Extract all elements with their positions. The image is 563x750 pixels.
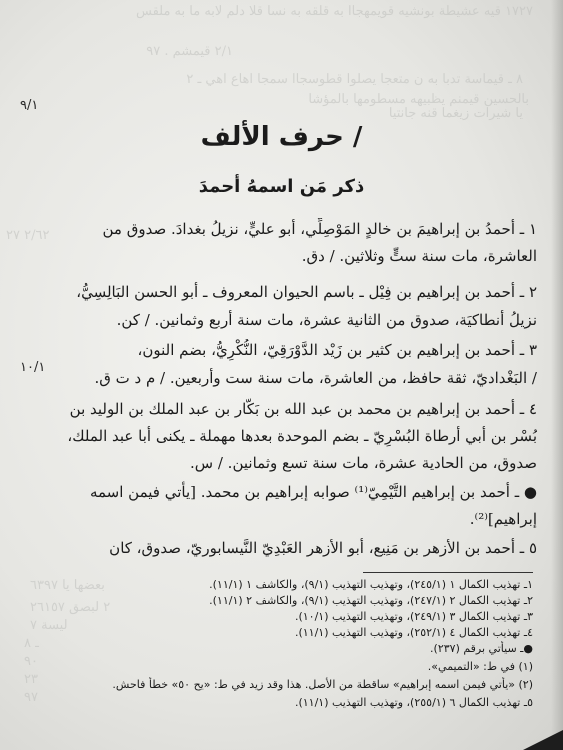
entry-line: ● ـ أحمد بن إبراهيم التَّيْمِيّ⁽¹⁾ صوابه إبراهيم بن محمد. [يأتي فيمن اسمه — [89, 483, 537, 501]
footnote: ●ـ سيأتي برقم (٢٣٧). — [430, 642, 533, 655]
bleed-line: ١٧٢٧ قيه عشيطة بونشيه قويمهجاا به قلقه به نسا قلا دلم لابه ما به ملقس — [136, 4, 533, 19]
footnote: ١ـ تهذيب الكمال ١ (٢٤٥/١)، وتهذيب التهذيب (٩/١)، والكاشف ١ (١١/١). — [209, 578, 533, 591]
bleed-line: ٩٠ — [24, 654, 38, 669]
entry-line: ٢ ـ أحمد بن إبراهيم بن فِيْل ـ باسم الحيوان المعروف ـ أبو الحسن البَالِسِيُّ، — [76, 283, 537, 301]
bleed-line: ٢ لبصق ٢٦١٥٧ — [30, 600, 111, 615]
footnote-divider — [363, 572, 533, 573]
bleed-line: ٩٧ — [24, 690, 38, 705]
footnote: (٢) «يأتي فيمن اسمه إبراهيم» ساقطة من الأصل. هذا وقد زيد في ط: «يح ٥٠» خطأ فاحش. — [112, 678, 533, 691]
margin-reference: ١٠/١ — [20, 360, 46, 375]
margin-reference: ٩/١ — [20, 98, 39, 113]
entry-line: إبراهيم]⁽²⁾. — [469, 510, 537, 528]
footnote: ٤ـ تهذيب الكمال ٤ (٢٥٢/١)، وتهذيب التهذيب (١١/١). — [294, 626, 533, 639]
bleed-line: ٢٣ — [24, 672, 38, 687]
entry-line: ٣ ـ أحمد بن إبراهيم بن كثير بن زَيْد الدَّوْرَقِيّ، النُّكْرِيُّ، بضم النون، — [137, 341, 537, 359]
entry-line: العاشرة، مات سنة ستٍّ وثلاثين. / دق. — [301, 247, 537, 265]
entry-line: ١ ـ أحمدُ بن إبراهيمَ بن خالدٍ المَوْصِلِّي، أبو عليٍّ، نزيلُ بغدادَ. صدوق من — [102, 220, 537, 238]
footnote: ٣ـ تهذيب الكمال ٣ (٢٤٩/١)، وتهذيب التهذيب (١٠/١). — [294, 610, 533, 623]
bleed-line: ليسة ٧ — [30, 618, 68, 633]
bleed-line: يا شيرات زيغما قنه جانتيا — [388, 106, 523, 121]
entry-line: ٥ ـ أحمد بن الأزهر بن مَنِيع، أبو الأزهر العَبْدِيّ النَّيسابوريّ، صدوق، كان — [109, 539, 537, 557]
entry-line: / البَغْداديّ، ثقة حافظ، من العاشرة، مات سنة ست وأربعين. / م د ت ق. — [94, 369, 537, 387]
entry-line: بُسْر بن أبي أرطاة البُسْرِيّ ـ بضم الموحدة بعدها مهملة ـ يكنى أبا عبد الملك، — [67, 427, 537, 445]
entry-line: صدوق، من الحادية عشرة، مات سنة تسع وثمانين. / س. — [190, 454, 537, 472]
bleed-line: ٢/٦٢ ٢٧ — [6, 228, 50, 243]
entry-line: نزيلُ أنطاكيَة، صدوق من الثانية عشرة، مات سنة أربع وثمانين. / كن. — [116, 311, 537, 329]
bleed-line: ـ ٨ — [24, 636, 39, 651]
footnote: ٢ـ تهذيب الكمال ٢ (٢٤٧/١)، وتهذيب التهذيب (٩/١)، والكاشف ٢ (١١/١). — [209, 594, 533, 607]
entry-line: ٤ ـ أحمد بن إبراهيم بن محمد بن عبد الله بن بَكّار بن عبد الملك بن الوليد بن — [69, 400, 537, 418]
footnote: (١) في ط: «التميمي». — [427, 660, 533, 673]
section-title: ذكر مَن اسمهُ أحمدَ — [198, 176, 365, 197]
bleed-line: ٢/١ قيمشم . ٩٧ — [146, 44, 233, 59]
bleed-line: بالحسين قيمنم يظبيهه مسطومها بالمؤشا — [308, 92, 529, 107]
footnote: ٥ـ تهذيب الكمال ٦ (٢٥٥/١)، وتهذيب التهذيب (١١/١). — [294, 696, 533, 709]
bleed-line: بعضها يا ٦٣٩٧ — [30, 578, 105, 593]
chapter-title: / حرف الألف — [200, 122, 363, 152]
page-corner — [523, 730, 563, 750]
bleed-line: ٨ ـ قيماسة تدبا به ن متعجا يصلوا قطوسجاا سمجا اهاع اهي ـ ٢ — [186, 72, 523, 87]
gutter-shadow — [551, 0, 563, 750]
